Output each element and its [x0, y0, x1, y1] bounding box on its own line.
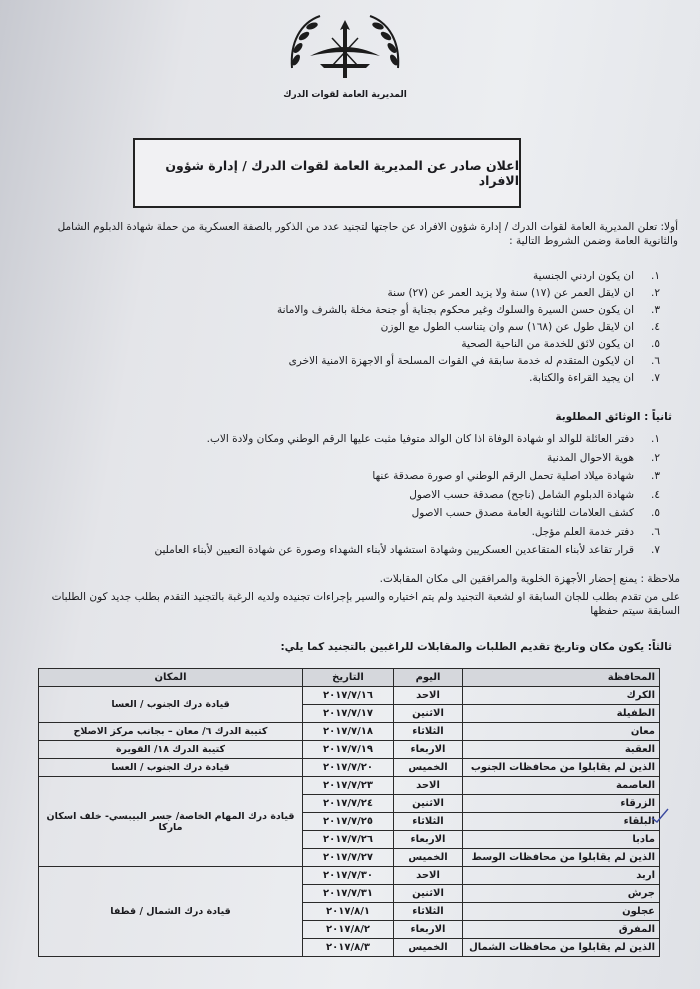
list-item: ٢.ان لايقل العمر عن (١٧) سنة ولا يزيد العمر عن (٢٧) سنة — [387, 287, 660, 299]
location-cell: كتيبة الدرك ٦/ معان – بجانب مركز الاصلاح — [39, 723, 303, 741]
header-location: المكان — [39, 669, 303, 687]
table-row: مادبا الاربعاء ٢٠١٧/٧/٢٦ — [39, 831, 660, 849]
list-item: ٥.ان يكون لائق للخدمة من الناحية الصحية — [461, 338, 660, 350]
schedule-heading: ثالثاً: يكون مكان وتاريخ تقديم الطلبات والمقابلات للراغبين بالتجنيد كما يلي: — [280, 641, 672, 653]
list-item: ٦.دفتر خدمة العلم مؤجل. — [531, 525, 660, 538]
table-row: الزرقاء الاثنين ٢٠١٧/٧/٢٤ — [39, 795, 660, 813]
schedule-table — [38, 668, 660, 957]
announcement-title: اعلان صادر عن المديرية العامة لقوات الدرك / إدارة شؤون الافراد — [133, 138, 521, 208]
table-row: الذين لم يقابلوا من محافظات الجنوب الخميس ٢٠١٧/٧/٢٠ قيادة درك الجنوب / العسا — [39, 759, 660, 777]
header-governorate: المحافظة — [463, 669, 660, 687]
table-row: جرش الاثنين ٢٠١٧/٧/٣١ — [39, 885, 660, 903]
list-item: ١.ان يكون اردني الجنسية — [532, 270, 660, 282]
documents-list — [155, 430, 660, 560]
note-line-1: ملاحظة : يمنع إحضار الأجهزة الخلوية والمرافقين الى مكان المقابلات. — [379, 573, 680, 585]
list-item: ٣.ان يكون حسن السيرة والسلوك وغير محكوم بجناية أو جنحة مخلة بالشرف والامانة — [277, 304, 660, 316]
list-item: ٤.شهادة الدبلوم الشامل (ناجح) مصدقة حسب الاصول — [409, 488, 660, 501]
list-item: ٢.هوية الاحوال المدنية — [547, 451, 660, 464]
location-cell: قيادة درك الشمال / قطفا — [39, 867, 303, 957]
list-item: ١.دفتر العائلة للوالد او شهادة الوفاة اذا كان الوالد متوفيا مثبت عليها الرقم الوطني ومكان ولادة الاب. — [206, 433, 660, 445]
table-row: العاصمة الاحد ٢٠١٧/٧/٢٣ قيادة درك المهام الخاصة/ جسر البيبسي- خلف اسكان ماركا — [39, 777, 660, 795]
table-row: عجلون الثلاثاء ٢٠١٧/٨/١ — [39, 903, 660, 921]
handwritten-check-icon — [650, 806, 670, 826]
table-row: الذين لم يقابلوا من محافظات الشمال الخميس ٢٠١٧/٨/٣ — [39, 939, 660, 957]
table-row: معان الثلاثاء ٢٠١٧/٧/١٨ كتيبة الدرك ٦/ معان – بجانب مركز الاصلاح — [39, 723, 660, 741]
gendarmerie-emblem-icon — [280, 8, 410, 88]
header-date: التاريخ — [303, 669, 394, 687]
location-cell: قيادة درك الجنوب / العسا — [39, 759, 303, 777]
table-header-row — [39, 669, 660, 687]
note-line-2: على من تقدم بطلب للجان السابقة او لشعبة التجنيد ولم يتم اختياره والسير بإجراءات تجنيده ولديه الرغبة بالتجنيد التقدم بطلب جديد كون الطلبات السابقة سيتم حفظها — [51, 591, 680, 617]
list-item: ٦.ان لايكون المتقدم له خدمة سابقة في القوات المسلحة أو الاجهزة الامنية الاخرى — [288, 355, 660, 367]
table-row: الذين لم يقابلوا من محافظات الوسط الخميس ٢٠١٧/٧/٢٧ — [39, 849, 660, 867]
list-item: ٣.شهادة ميلاد اصلية تحمل الرقم الوطني او صورة مصدقة عنها — [372, 470, 660, 482]
documents-heading: ثانياً : الوثائق المطلوبة — [555, 411, 672, 423]
table-row: المفرق الاربعاء ٢٠١٧/٨/٢ — [39, 921, 660, 939]
table-row: اربد الاحد ٢٠١٧/٧/٣٠ قيادة درك الشمال / قطفا — [39, 867, 660, 885]
list-item: ٧.قرار تقاعد لأبناء المتقاعدين العسكريين وشهادة استشهاد لأبناء الشهداء وصورة عن شهادة التعيين لأبناء العاملين — [154, 544, 660, 556]
location-cell: كتيبة الدرك ١٨/ القويرة — [39, 741, 303, 759]
table-row: العقبة الاربعاء ٢٠١٧/٧/١٩ كتيبة الدرك ١٨/ القويرة — [39, 741, 660, 759]
intro-paragraph: أولا: تعلن المديرية العامة لقوات الدرك / إدارة شؤون الافراد عن حاجتها لتجنيد عدد من الذكور بالصفة العسكرية من حملة شهادة الدبلوم الشامل والثانوية العامة وضمن الشروط التالية : — [57, 221, 678, 247]
list-item: ٧.ان يجيد القراءة والكتابة. — [529, 372, 660, 384]
location-cell: قيادة درك الجنوب / العسا — [39, 687, 303, 723]
table-row: الطفيلة الاثنين ٢٠١٧/٧/١٧ — [39, 705, 660, 723]
list-item: ٥.كشف العلامات للثانوية العامة مصدق حسب الاصول — [411, 507, 660, 519]
list-item: ٤.ان لايقل طول عن (١٦٨) سم وان يتناسب الطول مع الوزن — [380, 321, 660, 333]
location-cell: قيادة درك المهام الخاصة/ جسر البيبسي- خلف اسكان ماركا — [39, 777, 303, 867]
table-row: الكرك الاحد ٢٠١٧/٧/١٦ قيادة درك الجنوب / العسا — [39, 687, 660, 705]
header-day: اليوم — [394, 669, 463, 687]
conditions-list — [277, 268, 660, 387]
table-row: البلقاء الثلاثاء ٢٠١٧/٧/٢٥ — [39, 813, 660, 831]
emblem-caption: المديرية العامة لقوات الدرك — [283, 90, 407, 100]
